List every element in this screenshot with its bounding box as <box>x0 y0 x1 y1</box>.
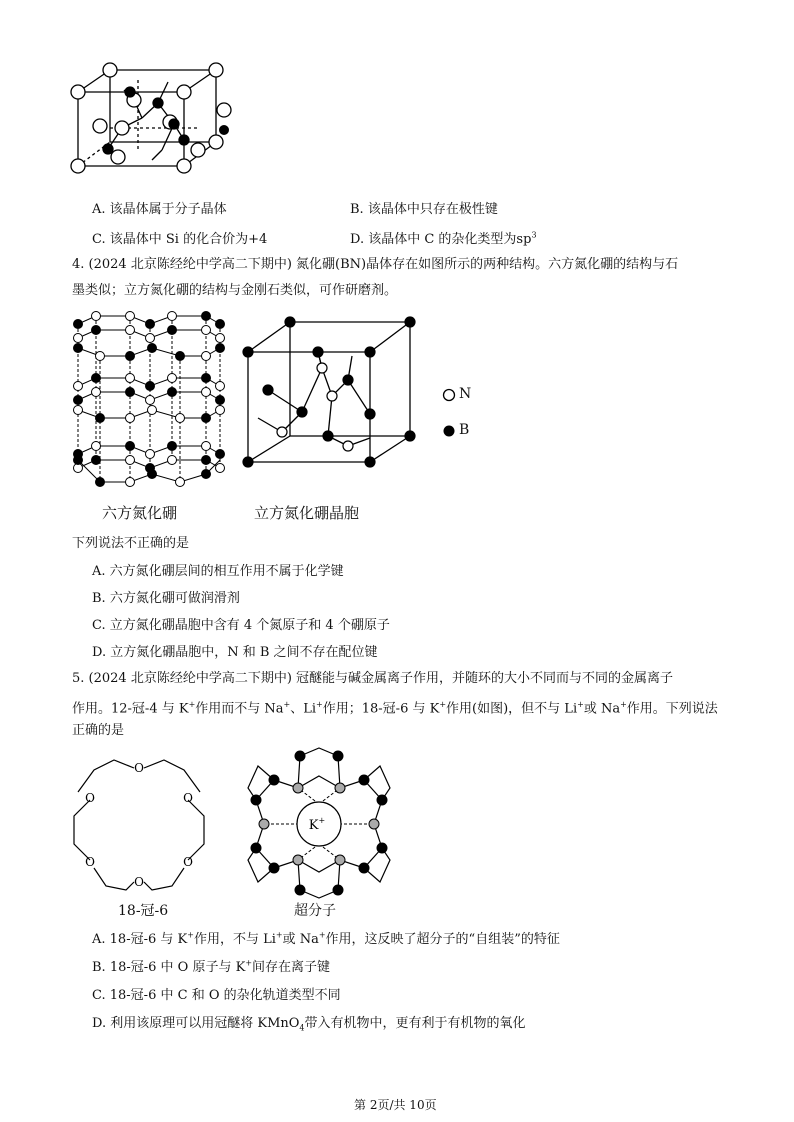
q3-option-c: C. 该晶体中 Si 的化合价为+4 <box>92 232 268 247</box>
q4-option-a: A. 六方氮化硼层间的相互作用不属于化学键 <box>92 564 344 579</box>
ring-oxygen-lower-right: O <box>183 855 193 869</box>
ring-oxygen-lower-left: O <box>85 855 95 869</box>
q5-stem-line3: 正确的是 <box>72 723 125 738</box>
legend-n-icon <box>442 388 456 402</box>
ring-oxygen-upper-right: O <box>183 791 193 805</box>
q3-option-b: B. 该晶体中只存在极性键 <box>350 202 498 217</box>
q4-option-c: C. 立方氮化硼晶胞中含有 4 个氮原子和 4 个硼原子 <box>92 618 390 633</box>
q4-option-d: D. 立方氮化硼晶胞中，N 和 B 之间不存在配位键 <box>92 645 378 660</box>
sic-crystal-diagram <box>68 62 248 192</box>
caption-cubic-bn: 立方氮化硼晶胞 <box>254 504 360 522</box>
caption-hexagonal-bn: 六方氮化硼 <box>102 504 178 522</box>
legend-n-label: N <box>459 386 472 402</box>
page-footer: 第 2页/共 10页 <box>354 1098 437 1112</box>
caption-supramolecule: 超分子 <box>294 903 336 919</box>
supramolecule-diagram <box>244 748 394 898</box>
q4-question: 下列说法不正确的是 <box>72 536 190 551</box>
q4-option-b: B. 六方氮化硼可做润滑剂 <box>92 591 240 606</box>
caption-18-crown-6: 18-冠-6 <box>118 903 169 919</box>
crown-ether-diagram <box>70 756 210 896</box>
cubic-bn-diagram <box>240 318 420 468</box>
q5-stem-line1: 5. (2024 北京陈经纶中学高二下期中) 冠醚能与碱金属离子作用，并随环的大小不同而与不同的金属离子 <box>72 671 674 686</box>
q5-option-c: C. 18-冠-6 中 C 和 O 的杂化轨道类型不同 <box>92 988 341 1003</box>
legend-b-icon <box>442 424 456 438</box>
ring-oxygen-bottom: O <box>134 875 144 889</box>
q4-stem-line2: 墨类似；立方氮化硼的结构与金刚石类似，可作研磨剂。 <box>72 283 398 298</box>
q3-option-a: A. 该晶体属于分子晶体 <box>92 202 227 217</box>
q4-stem-line1: 4. (2024 北京陈经纶中学高二下期中) 氮化硼(BN)晶体存在如图所示的两种结构。六方氮化硼的结构与石 <box>72 257 679 272</box>
ring-oxygen-top: O <box>134 761 144 775</box>
q5-option-a: A. 18-冠-6 与 K+作用，不与 Li+或 Na+作用，这反映了超分子的“自组装”的特征 <box>92 930 560 947</box>
ring-oxygen-upper-left: O <box>85 791 95 805</box>
q5-option-b: B. 18-冠-6 中 O 原子与 K+间存在离子键 <box>92 958 331 975</box>
potassium-ion-label: K+ <box>308 816 326 833</box>
q3-option-d: D. 该晶体中 C 的杂化类型为$sp^3$ <box>350 230 537 247</box>
q5-option-d: D. 利用该原理可以用冠醚将 KMnO$_4$带入有机物中，更有利于有机物的氧化 <box>92 1016 526 1033</box>
hexagonal-bn-diagram <box>70 310 230 490</box>
q5-stem-line2: 作用。12-冠-4 与 K+作用而不与 Na+、Li+作用；18-冠-6 与 K+作用(如图)，但不与 Li+或 Na+作用。下列说法 <box>72 700 718 717</box>
legend-b-label: B <box>459 422 470 438</box>
